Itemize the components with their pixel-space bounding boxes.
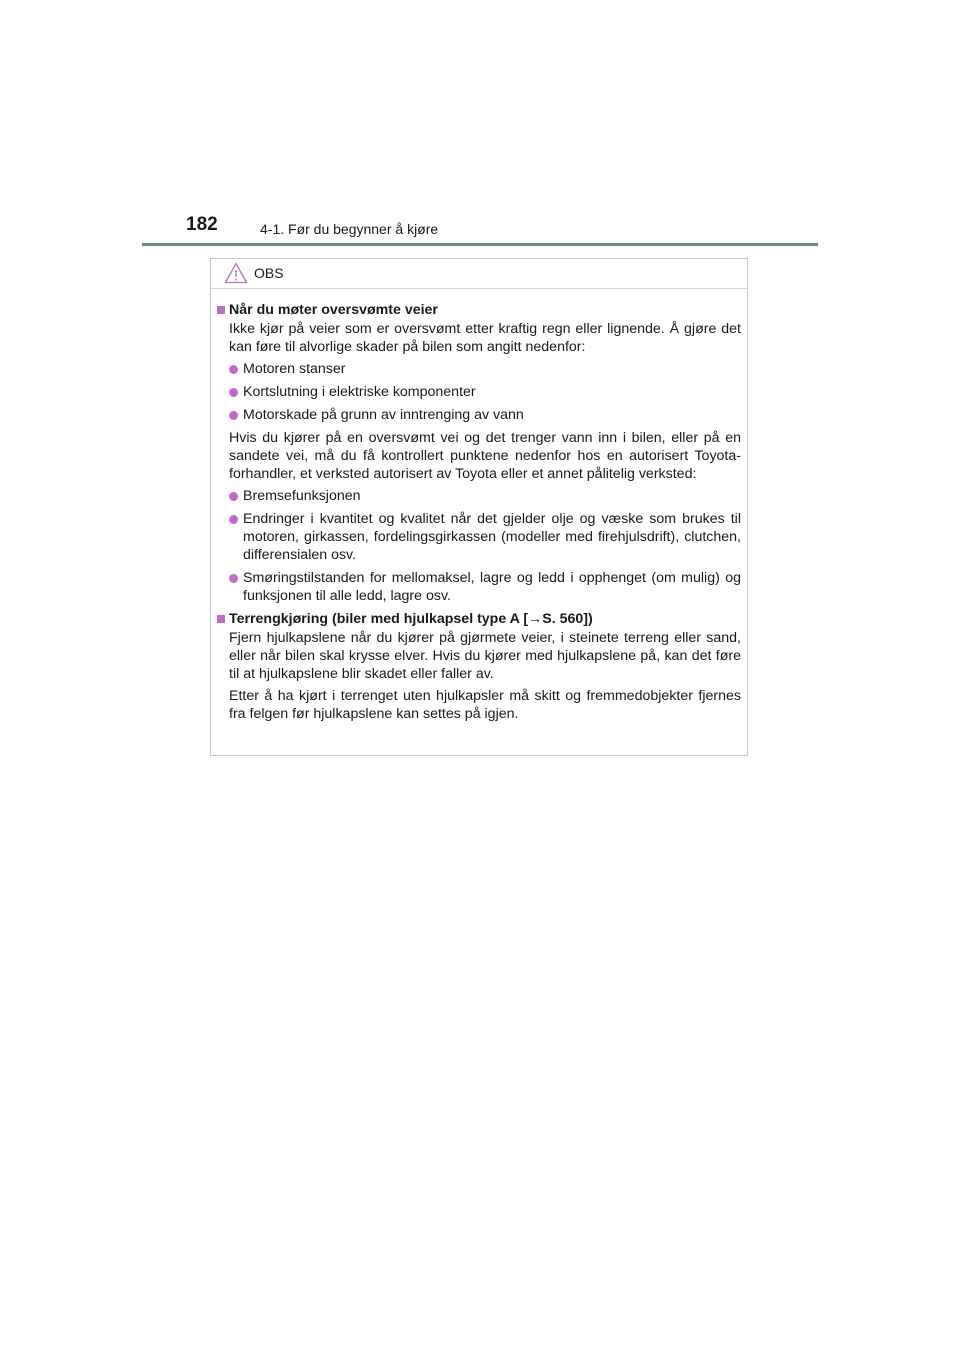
paragraph: Fjern hjulkapslene når du kjører på gjørmete veier, i steinete terreng eller sand, eller når bilen skal krysse elver. Hvis du kjører med hjulkapslene på, kan det føre til at hjulkapslene blir skadet eller faller av. — [229, 630, 741, 682]
paragraph: Ikke kjør på veier som er oversvømt etter kraftig regn eller lignende. Å gjøre det kan føre til alvorlige skader på bilen som angitt nedenfor: — [229, 321, 741, 355]
paragraph: Etter å ha kjørt i terrenget uten hjulkapsler må skitt og fremmedobjekter fjernes fra felgen før hjulkapslene kan settes på igjen. — [229, 688, 741, 722]
warning-triangle-icon — [224, 262, 248, 284]
round-bullet-icon — [229, 365, 238, 374]
section-title: 4-1. Før du begynner å kjøre — [260, 221, 439, 237]
round-bullet-icon — [229, 388, 238, 397]
list-item — [229, 383, 741, 401]
warning-label: OBS — [254, 265, 284, 281]
section-heading — [217, 610, 741, 628]
warning-header — [211, 259, 747, 289]
round-bullet-icon — [229, 411, 238, 420]
square-bullet-icon — [217, 615, 225, 623]
paragraph: Hvis du kjører på en oversvømt vei og det trenger vann inn i bilen, eller på en sandete vei, må du få kontrollert punktene nedenfor hos en autorisert Toyota-forhandler, et verksted autorisert av Toyota eller et annet pålitelig verksted: — [229, 430, 741, 482]
round-bullet-icon — [229, 515, 238, 524]
list-item — [229, 510, 741, 564]
round-bullet-icon — [229, 574, 238, 583]
list-item — [229, 406, 741, 424]
warning-body — [211, 289, 747, 723]
round-bullet-icon — [229, 492, 238, 501]
page-number: 182 — [186, 214, 218, 235]
list-item — [229, 569, 741, 605]
section-heading-text: Terrengkjøring (biler med hjulkapsel type A [→S. 560]) — [229, 611, 593, 627]
section-heading — [217, 301, 741, 319]
list-item-text: Endringer i kvantitet og kvalitet når det gjelder olje og væske som brukes til motoren, girkassen, fordelingsgirkassen (modeller med firehjulsdrift), clutchen, differensialen osv. — [243, 511, 741, 563]
warning-box — [210, 258, 748, 756]
section-heading-text: Når du møter oversvømte veier — [229, 302, 438, 318]
list-item — [229, 487, 741, 505]
header-divider — [142, 243, 818, 246]
square-bullet-icon — [217, 306, 225, 314]
list-item — [229, 360, 741, 378]
list-item-text: Motorskade på grunn av inntrenging av vann — [243, 407, 524, 423]
list-item-text: Smøringstilstanden for mellomaksel, lagre og ledd i opphenget (om mulig) og funksjonen til alle ledd, lagre osv. — [243, 570, 741, 604]
list-item-text: Bremsefunksjonen — [243, 488, 361, 504]
list-item-text: Kortslutning i elektriske komponenter — [243, 384, 476, 400]
list-item-text: Motoren stanser — [243, 361, 346, 377]
